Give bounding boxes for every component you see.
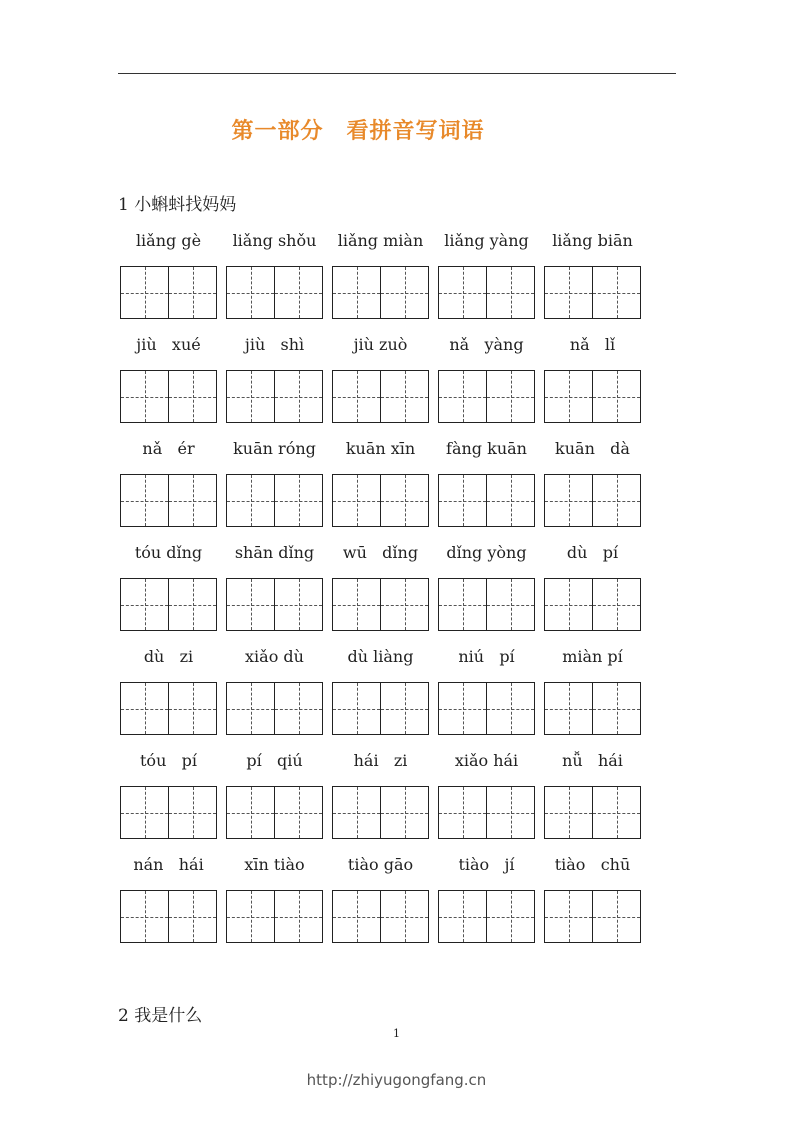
writing-box-pair [120, 474, 217, 527]
tianzige-box[interactable] [121, 579, 168, 630]
writing-box-pair [332, 890, 429, 943]
tianzige-box[interactable] [486, 787, 534, 838]
word-item [226, 850, 332, 954]
tianzige-box[interactable] [121, 787, 168, 838]
tianzige-box[interactable] [227, 267, 274, 318]
writing-box-pair [226, 474, 323, 527]
pinyin-label: dù liàng [347, 647, 414, 666]
pinyin-label: xīn tiào [244, 855, 305, 874]
pinyin-label: dù pí [566, 543, 619, 562]
pinyin-label: pí qiú [246, 751, 303, 770]
pinyin-label: nǎ lǐ [569, 335, 616, 354]
writing-box-pair [120, 266, 217, 319]
tianzige-box[interactable] [545, 683, 592, 734]
word-item [332, 538, 438, 642]
tianzige-box[interactable] [227, 475, 274, 526]
word-item [438, 226, 544, 330]
pinyin-label: liǎng shǒu [232, 231, 317, 250]
tianzige-box[interactable] [274, 371, 322, 422]
pinyin-label: kuān xīn [345, 439, 416, 458]
tianzige-box[interactable] [380, 267, 428, 318]
word-item [332, 434, 438, 538]
writing-box-pair [332, 266, 429, 319]
exercise-row [120, 850, 650, 954]
tianzige-box[interactable] [545, 371, 592, 422]
tianzige-box[interactable] [592, 683, 640, 734]
tianzige-box[interactable] [486, 475, 534, 526]
writing-box-pair [438, 266, 535, 319]
pinyin-label: tóu dǐng [134, 543, 203, 562]
word-item [226, 642, 332, 746]
word-item [544, 226, 650, 330]
pinyin-label: hái zi [353, 751, 408, 770]
tianzige-box[interactable] [227, 579, 274, 630]
tianzige-box[interactable] [545, 267, 592, 318]
writing-box-pair [544, 786, 641, 839]
tianzige-box[interactable] [168, 267, 216, 318]
word-item [544, 746, 650, 850]
writing-box-pair [332, 786, 429, 839]
pinyin-label: tiào gāo [347, 855, 414, 874]
tianzige-box[interactable] [592, 579, 640, 630]
pinyin-label: kuān róng [233, 439, 316, 458]
pinyin-label: shān dǐng [234, 543, 315, 562]
tianzige-box[interactable] [121, 683, 168, 734]
tianzige-box[interactable] [333, 787, 380, 838]
writing-box-pair [544, 578, 641, 631]
tianzige-box[interactable] [545, 475, 592, 526]
pinyin-label: tiào jí [458, 855, 515, 874]
tianzige-box[interactable] [439, 267, 486, 318]
pinyin-label: miàn pí [562, 647, 623, 666]
exercise-row [120, 226, 650, 330]
tianzige-box[interactable] [274, 683, 322, 734]
writing-box-pair [332, 578, 429, 631]
pinyin-label: tiào chū [554, 855, 631, 874]
section-heading-2: 2 我是什么 [118, 1006, 203, 1026]
tianzige-box[interactable] [333, 475, 380, 526]
pinyin-label: nǚ hái [562, 751, 623, 770]
tianzige-box[interactable] [274, 787, 322, 838]
tianzige-box[interactable] [168, 371, 216, 422]
word-item [544, 434, 650, 538]
writing-box-pair [438, 890, 535, 943]
writing-box-pair [438, 578, 535, 631]
writing-box-pair [226, 370, 323, 423]
pinyin-label: kuān dà [555, 439, 630, 458]
writing-box-pair [438, 474, 535, 527]
word-item [226, 538, 332, 642]
pinyin-label: tóu pí [140, 751, 197, 770]
writing-box-pair [120, 370, 217, 423]
writing-box-pair [332, 682, 429, 735]
exercise-row [120, 746, 650, 850]
tianzige-box[interactable] [486, 267, 534, 318]
tianzige-box[interactable] [486, 579, 534, 630]
word-item [332, 850, 438, 954]
tianzige-box[interactable] [121, 891, 168, 942]
word-item [120, 642, 226, 746]
pinyin-label: jiù zuò [353, 335, 408, 354]
word-item [120, 226, 226, 330]
word-item [438, 538, 544, 642]
writing-box-pair [120, 890, 217, 943]
word-item [226, 330, 332, 434]
word-item [544, 330, 650, 434]
tianzige-box[interactable] [227, 787, 274, 838]
tianzige-box[interactable] [333, 371, 380, 422]
writing-box-pair [226, 786, 323, 839]
writing-box-pair [544, 266, 641, 319]
writing-box-pair [438, 682, 535, 735]
tianzige-box[interactable] [168, 683, 216, 734]
writing-box-pair [226, 578, 323, 631]
pinyin-label: xiǎo hái [454, 751, 519, 770]
writing-box-pair [544, 474, 641, 527]
pinyin-label: nán hái [133, 855, 204, 874]
word-item [438, 746, 544, 850]
tianzige-box[interactable] [333, 683, 380, 734]
tianzige-box[interactable] [168, 787, 216, 838]
pinyin-label: jiù shì [244, 335, 305, 354]
word-item [120, 330, 226, 434]
tianzige-box[interactable] [486, 371, 534, 422]
word-item [120, 538, 226, 642]
tianzige-box[interactable] [121, 475, 168, 526]
tianzige-box[interactable] [227, 891, 274, 942]
writing-box-pair [226, 682, 323, 735]
section-heading-1: 1 小蝌蚪找妈妈 [118, 195, 237, 215]
writing-box-pair [544, 682, 641, 735]
word-item [120, 850, 226, 954]
writing-box-pair [226, 890, 323, 943]
word-item [438, 642, 544, 746]
pinyin-label: wū dǐng [342, 543, 419, 562]
tianzige-box[interactable] [227, 683, 274, 734]
tianzige-box[interactable] [380, 475, 428, 526]
tianzige-box[interactable] [545, 891, 592, 942]
word-item [120, 746, 226, 850]
tianzige-box[interactable] [333, 891, 380, 942]
word-item [332, 642, 438, 746]
tianzige-box[interactable] [227, 371, 274, 422]
pinyin-label: nǎ ér [142, 439, 195, 458]
header-rule [118, 73, 676, 74]
word-item [544, 850, 650, 954]
word-item [438, 330, 544, 434]
page-title: 第一部分 看拼音写词语 [231, 119, 485, 144]
tianzige-box[interactable] [592, 891, 640, 942]
word-item [332, 746, 438, 850]
word-item [438, 434, 544, 538]
writing-box-pair [544, 370, 641, 423]
exercise-row [120, 538, 650, 642]
word-item [544, 538, 650, 642]
tianzige-box[interactable] [380, 371, 428, 422]
writing-box-pair [332, 370, 429, 423]
writing-box-pair [332, 474, 429, 527]
tianzige-box[interactable] [439, 787, 486, 838]
tianzige-box[interactable] [380, 787, 428, 838]
tianzige-box[interactable] [439, 579, 486, 630]
tianzige-box[interactable] [486, 683, 534, 734]
tianzige-box[interactable] [439, 371, 486, 422]
tianzige-box[interactable] [592, 475, 640, 526]
writing-box-pair [120, 682, 217, 735]
writing-box-pair [544, 890, 641, 943]
tianzige-box[interactable] [380, 579, 428, 630]
pinyin-label: liǎng gè [135, 231, 202, 250]
pinyin-label: liǎng biān [552, 231, 633, 250]
pinyin-label: dù zi [143, 647, 194, 666]
pinyin-label: dǐng yòng [446, 543, 527, 562]
word-item [438, 850, 544, 954]
tianzige-box[interactable] [274, 267, 322, 318]
exercise-row [120, 434, 650, 538]
pinyin-label: niú pí [458, 647, 515, 666]
pinyin-label: fàng kuān [446, 439, 527, 458]
tianzige-box[interactable] [439, 683, 486, 734]
tianzige-box[interactable] [333, 579, 380, 630]
pinyin-label: xiǎo dù [245, 647, 304, 666]
word-item [120, 434, 226, 538]
writing-box-pair [120, 578, 217, 631]
tianzige-box[interactable] [545, 787, 592, 838]
tianzige-box[interactable] [274, 475, 322, 526]
pinyin-exercise-grid [120, 226, 650, 954]
word-item [226, 746, 332, 850]
tianzige-box[interactable] [380, 683, 428, 734]
writing-box-pair [438, 786, 535, 839]
writing-box-pair [438, 370, 535, 423]
tianzige-box[interactable] [274, 579, 322, 630]
tianzige-box[interactable] [439, 475, 486, 526]
tianzige-box[interactable] [592, 371, 640, 422]
tianzige-box[interactable] [121, 371, 168, 422]
exercise-row [120, 642, 650, 746]
tianzige-box[interactable] [592, 787, 640, 838]
tianzige-box[interactable] [333, 267, 380, 318]
tianzige-box[interactable] [168, 891, 216, 942]
tianzige-box[interactable] [121, 267, 168, 318]
footer-url[interactable]: http://zhiyugongfang.cn [306, 1071, 487, 1089]
tianzige-box[interactable] [380, 891, 428, 942]
pinyin-label: jiù xué [136, 335, 201, 354]
writing-box-pair [120, 786, 217, 839]
tianzige-box[interactable] [592, 267, 640, 318]
word-item [226, 434, 332, 538]
tianzige-box[interactable] [439, 891, 486, 942]
tianzige-box[interactable] [168, 475, 216, 526]
pinyin-label: liǎng yàng [444, 231, 529, 250]
word-item [332, 226, 438, 330]
tianzige-box[interactable] [274, 891, 322, 942]
word-item [544, 642, 650, 746]
writing-box-pair [226, 266, 323, 319]
pinyin-label: liǎng miàn [337, 231, 424, 250]
pinyin-label: nǎ yàng [449, 335, 524, 354]
exercise-row [120, 330, 650, 434]
word-item [332, 330, 438, 434]
tianzige-box[interactable] [545, 579, 592, 630]
word-item [226, 226, 332, 330]
page-number: 1 [393, 1027, 400, 1040]
tianzige-box[interactable] [168, 579, 216, 630]
tianzige-box[interactable] [486, 891, 534, 942]
